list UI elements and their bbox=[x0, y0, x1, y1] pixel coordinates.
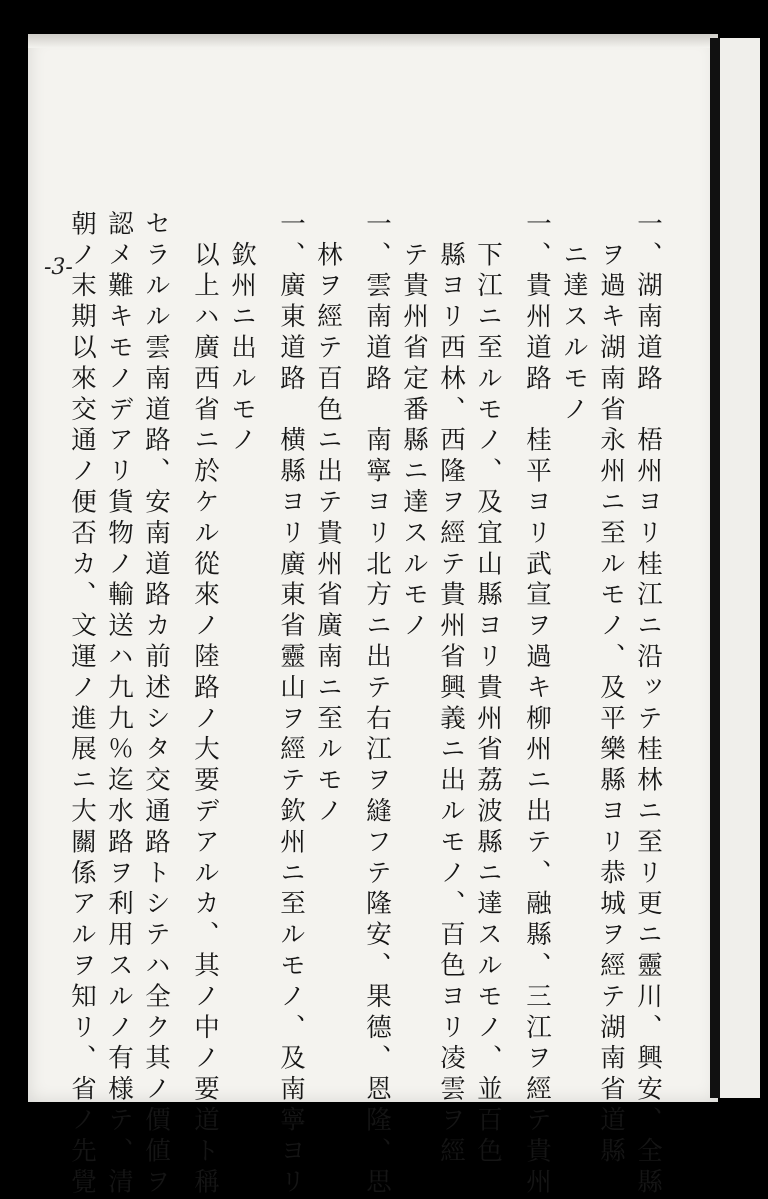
text-column: 朝ノ末期以來交通ノ便否カ、文運ノ進展ニ大關係アルヲ知リ、省ノ先覺 bbox=[67, 210, 97, 1199]
text-column: ヲ過キ湖南省永州ニ至ルモノ、及平樂縣ヨリ恭城ヲ經テ湖南省道縣 bbox=[596, 210, 626, 1168]
vertical-text-block bbox=[63, 210, 666, 1199]
text-column: 以上ハ廣西省ニ於ケル從來ノ陸路ノ大要デアルカ、其ノ中ノ要道ト稱 bbox=[190, 210, 220, 1199]
page-top-shadow bbox=[28, 34, 718, 48]
text-column: 一、湖南道路 梧州ヨリ桂江ニ沿ッテ桂林ニ至リ更ニ靈川、興安、全縣 bbox=[633, 210, 663, 1199]
page-number: -3- bbox=[44, 255, 73, 280]
text-column: 一、廣東道路 横縣ヨリ廣東省靈山ヲ經テ欽州ニ至ルモノ、及南寧ヨリ bbox=[276, 210, 306, 1199]
text-column: ニ達スルモノ bbox=[559, 210, 589, 427]
text-column: 一、貴州道路 桂平ヨリ武宣ヲ過キ柳州ニ出テ、融縣、三江ヲ經テ貴州 bbox=[522, 210, 552, 1199]
text-column: 認メ難キモノデアリ貨物ノ輸送ハ九九％迄水路ヲ利用スルノ有様テ、清 bbox=[104, 210, 134, 1199]
text-column: 一、雲南道路 南寧ヨリ北方ニ出テ右江ヲ縫フテ隆安、果德、恩隆、思 bbox=[362, 210, 392, 1199]
text-column: テ貴州省定番縣ニ達スルモノ bbox=[399, 210, 429, 643]
text-column: 縣ヨリ西林、西隆ヲ經テ貴州省興義ニ出ルモノ、百色ヨリ凌雲ヲ經 bbox=[436, 210, 466, 1168]
text-column: 下江ニ至ルモノ、及宜山縣ヨリ貴州省荔波縣ニ達スルモノ、並百色 bbox=[473, 210, 503, 1168]
text-column: 林ヲ經テ百色ニ出テ貴州省廣南ニ至ルモノ bbox=[313, 210, 343, 828]
text-column: セラルル雲南道路、安南道路カ前述シタ交通路トシテハ全ク其ノ價値ヲ bbox=[141, 210, 171, 1199]
adjacent-page-edge bbox=[710, 38, 760, 1098]
text-column: 欽州ニ出ルモノ bbox=[227, 210, 257, 458]
